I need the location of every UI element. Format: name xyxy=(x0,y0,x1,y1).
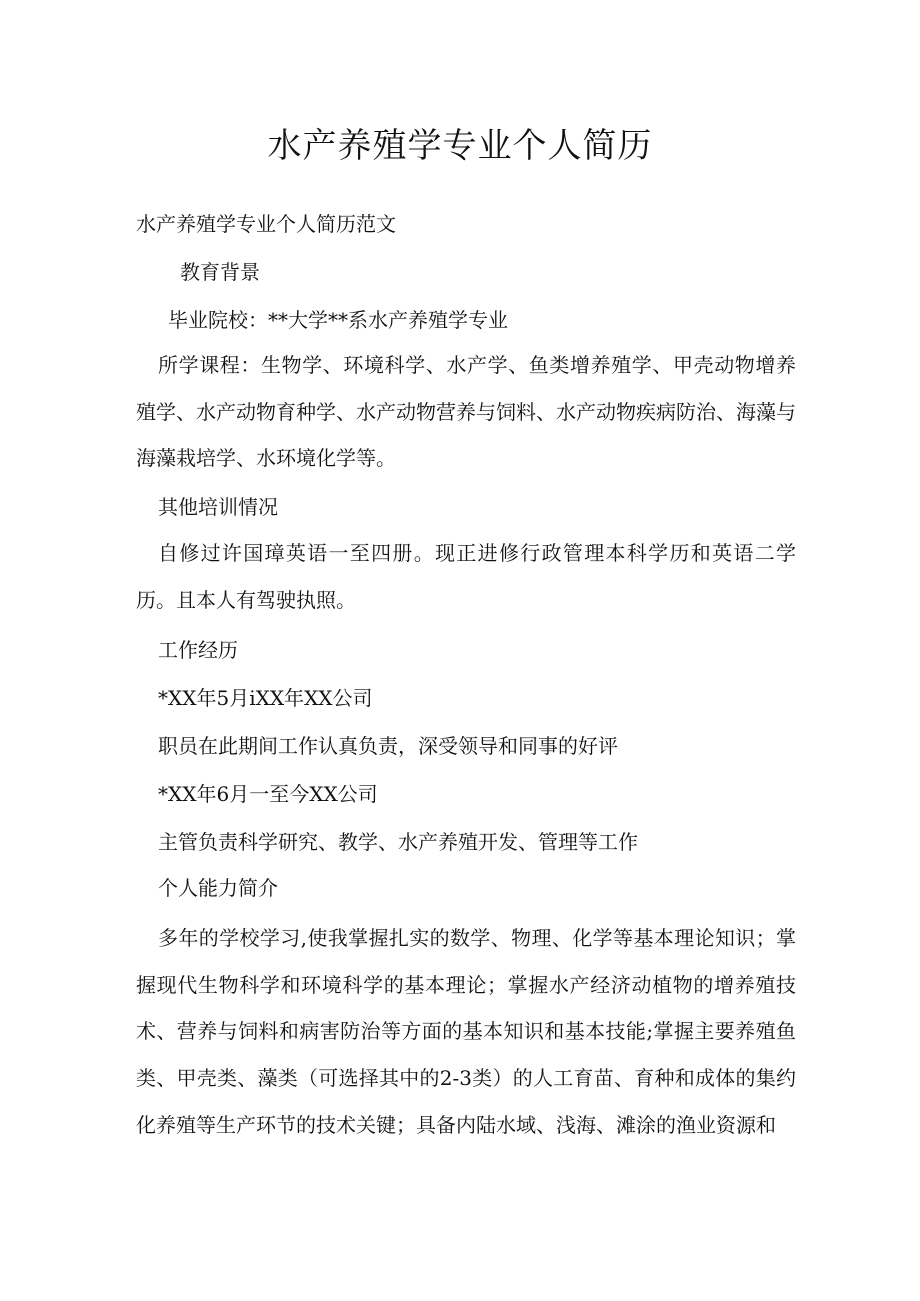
job1-description: 职员在此期间工作认真负责，深受领导和同事的好评 xyxy=(158,734,618,758)
training-heading: 其他培训情况 xyxy=(158,495,278,519)
job1-period: *XX年5月iXX年XX公司 xyxy=(158,686,373,710)
school-line: 毕业院校：**大学**系水产养殖学专业 xyxy=(168,308,508,332)
education-heading: 教育背景 xyxy=(180,260,260,284)
ability-paragraph: 多年的学校学习,使我掌握扎实的数学、物理、化学等基本理论知识；掌握现代生物科学和环境科学的基本理论；掌握水产经济动植物的增养殖技术、营养与饲料和病害防治等方面的基本知识和基本技能;掌握主要养殖鱼类、甲壳类、藻类（可选择其中的2-3类）的人工育苗、育种和成体的集约化养殖等生产环节的技术关键；具备内陆水域、浅海、滩涂的渔业资源和 xyxy=(136,926,796,1137)
job2-period: *XX年6月一至今XX公司 xyxy=(158,782,378,806)
ability-heading: 个人能力简介 xyxy=(158,876,278,900)
courses-paragraph: 所学课程：生物学、环境科学、水产学、鱼类增养殖学、甲壳动物增养殖学、水产动物育种学、水产动物营养与饲料、水产动物疾病防治、海藻与海藻栽培学、水环境化学等。 xyxy=(136,353,796,471)
document-subtitle: 水产养殖学专业个人简历范文 xyxy=(136,212,396,236)
document-title: 水产养殖学专业个人简历 xyxy=(267,126,653,166)
job2-description: 主管负责科学研究、教学、水产养殖开发、管理等工作 xyxy=(158,830,638,854)
training-paragraph: 自修过许国璋英语一至四册。现正进修行政管理本科学历和英语二学历。且本人有驾驶执照。 xyxy=(136,541,796,612)
work-heading: 工作经历 xyxy=(158,638,238,662)
